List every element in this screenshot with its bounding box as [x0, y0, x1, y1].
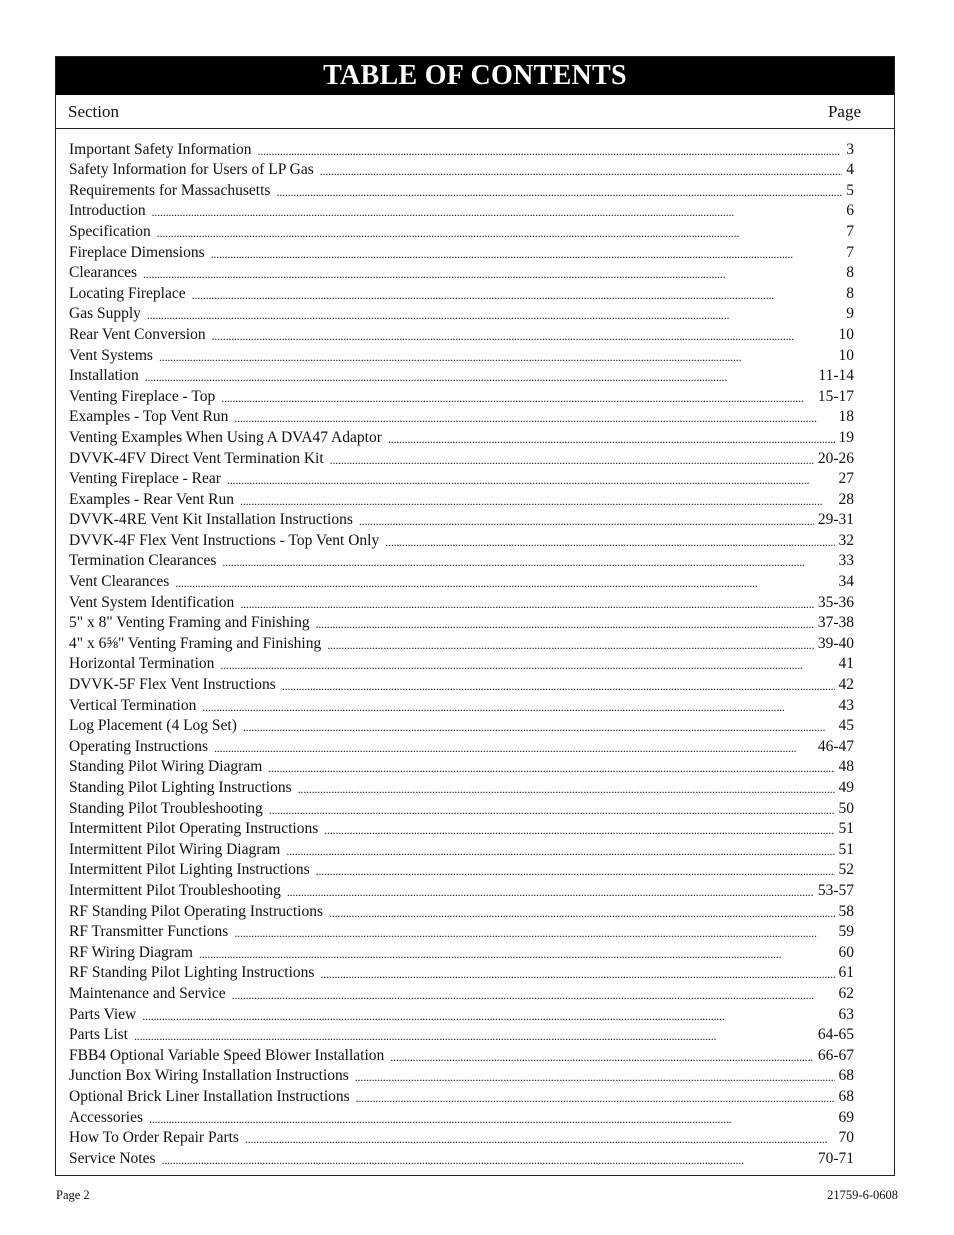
- toc-entry: [69, 384, 854, 405]
- toc-entry: [69, 219, 854, 240]
- toc-entry-page: 61: [838, 964, 854, 982]
- footer-page-number: Page 2: [56, 1188, 90, 1202]
- toc-entry-page: 6: [846, 202, 854, 220]
- toc-entry-label: Examples - Rear Vent Run: [69, 490, 235, 508]
- toc-entry-label: Venting Fireplace - Rear: [69, 470, 221, 488]
- toc-entry: [69, 858, 854, 879]
- toc-entry: [69, 899, 854, 920]
- toc-entry-page: 8: [846, 264, 854, 282]
- dot-leader: [234, 926, 834, 940]
- toc-entry-label: Operating Instructions: [69, 737, 209, 755]
- dot-leader: [142, 1009, 834, 1023]
- toc-entry-label: Optional Brick Liner Installation Instructions: [69, 1087, 350, 1105]
- toc-entry: [69, 446, 854, 467]
- toc-entry: [69, 569, 854, 590]
- toc-entry-page: 50: [838, 799, 854, 817]
- dot-leader: [243, 720, 835, 734]
- toc-entry-label: Venting Fireplace - Top: [69, 387, 216, 405]
- dot-leader: [282, 679, 835, 693]
- dot-leader: [162, 1153, 814, 1167]
- toc-entry-label: Accessories: [69, 1108, 144, 1126]
- toc-entry-page: 9: [846, 305, 854, 323]
- toc-entry-label: Examples - Top Vent Run: [69, 408, 229, 426]
- toc-entry-label: Standing Pilot Troubleshooting: [69, 799, 263, 817]
- toc-entry-label: Parts List: [69, 1026, 128, 1044]
- toc-entry: [69, 178, 854, 199]
- dot-leader: [211, 247, 843, 261]
- dot-leader: [143, 267, 842, 281]
- toc-entry-page: 46-47: [817, 737, 854, 755]
- dot-leader: [227, 473, 835, 487]
- toc-entry-page: 37-38: [817, 614, 854, 632]
- toc-entry-page: 58: [838, 902, 854, 920]
- toc-entry: [69, 755, 854, 776]
- toc-entry: [69, 590, 854, 611]
- toc-entry-label: Introduction: [69, 202, 146, 220]
- toc-entry: [69, 940, 854, 961]
- toc-entry-label: Vertical Termination: [69, 696, 197, 714]
- toc-entry-page: 8: [846, 284, 854, 302]
- section-column-label: Section: [68, 101, 119, 121]
- toc-entry-page: 34: [838, 573, 854, 591]
- dot-leader: [220, 658, 834, 672]
- toc-entry: [69, 508, 854, 529]
- toc-entry-page: 68: [838, 1067, 854, 1085]
- dot-leader: [147, 308, 842, 322]
- dot-leader: [214, 741, 814, 755]
- dot-leader: [222, 555, 834, 569]
- toc-entry-page: 33: [838, 552, 854, 570]
- toc-entry: [69, 137, 854, 158]
- dot-leader: [232, 988, 835, 1002]
- toc-entry: [69, 734, 854, 755]
- toc-entry-page: 51: [838, 840, 854, 858]
- toc-entry-page: 43: [838, 696, 854, 714]
- toc-entry: [69, 405, 854, 426]
- toc-entry-page: 69: [838, 1108, 854, 1126]
- toc-entry-page: 3: [846, 140, 854, 158]
- toc-entry: [69, 261, 854, 282]
- toc-entry-label: Intermittent Pilot Wiring Diagram: [69, 840, 281, 858]
- toc-entry-label: Fireplace Dimensions: [69, 243, 205, 261]
- toc-entry-label: Termination Clearances: [69, 552, 217, 570]
- toc-entry: [69, 364, 854, 385]
- dot-leader: [240, 597, 814, 611]
- dot-leader: [175, 576, 834, 590]
- toc-entry: [69, 1105, 854, 1126]
- dot-leader: [276, 185, 842, 199]
- toc-entry-page: 27: [838, 470, 854, 488]
- toc-entry: [69, 302, 854, 323]
- toc-entry: [69, 672, 854, 693]
- toc-entry-label: Parts View: [69, 1005, 137, 1023]
- toc-entry-label: DVVK-5F Flex Vent Instructions: [69, 676, 276, 694]
- toc-entry-page: 51: [838, 820, 854, 838]
- toc-entry-label: RF Transmitter Functions: [69, 923, 229, 941]
- dot-leader: [287, 885, 814, 899]
- toc-entry-label: RF Standing Pilot Operating Instructions: [69, 902, 324, 920]
- toc-entry-label: Vent Systems: [69, 346, 153, 364]
- toc-entry-page: 5: [846, 181, 854, 199]
- footer-doc-code: 21759-6-0608: [827, 1188, 898, 1202]
- toc-entry: [69, 487, 854, 508]
- toc-entry-page: 15-17: [817, 387, 854, 405]
- toc-entry-label: DVVK-4RE Vent Kit Installation Instructions: [69, 511, 353, 529]
- toc-entry-page: 10: [838, 325, 854, 343]
- toc-entry: [69, 961, 854, 982]
- toc-entry-label: Specification: [69, 222, 151, 240]
- toc-entry: [69, 1064, 854, 1085]
- dot-leader: [329, 906, 834, 920]
- toc-entry: [69, 631, 854, 652]
- toc-entry: [69, 1084, 854, 1105]
- dot-leader: [192, 288, 843, 302]
- toc-entry-page: 53-57: [817, 881, 854, 899]
- toc-entry-page: 28: [838, 490, 854, 508]
- toc-entry: [69, 837, 854, 858]
- dot-leader: [327, 638, 814, 652]
- toc-entry-page: 68: [838, 1087, 854, 1105]
- dot-leader: [286, 844, 834, 858]
- toc-entry-label: RF Standing Pilot Lighting Instructions: [69, 964, 315, 982]
- dot-leader: [240, 494, 834, 508]
- toc-entry-label: Safety Information for Users of LP Gas: [69, 161, 314, 179]
- toc-entry-page: 11-14: [818, 367, 854, 385]
- dot-leader: [202, 700, 834, 714]
- toc-entry-page: 7: [846, 222, 854, 240]
- dot-leader: [359, 514, 814, 528]
- toc-entry-label: Venting Examples When Using A DVA47 Adaptor: [69, 428, 382, 446]
- dot-leader: [388, 432, 835, 446]
- page-column-label: Page: [827, 101, 861, 121]
- table-of-contents: [55, 56, 895, 1176]
- toc-entry-page: 42: [838, 676, 854, 694]
- toc-entry-page: 32: [838, 531, 854, 549]
- toc-entry-label: Installation: [69, 367, 139, 385]
- toc-entry: [69, 467, 854, 488]
- toc-header-row: [56, 95, 894, 129]
- toc-entry: [69, 981, 854, 1002]
- toc-entry: [69, 343, 854, 364]
- toc-entry-page: 35-36: [817, 593, 854, 611]
- toc-entry-label: Vent System Identification: [69, 593, 235, 611]
- toc-entry: [69, 1002, 854, 1023]
- toc-entry: [69, 878, 854, 899]
- toc-entry: [69, 693, 854, 714]
- toc-entry-page: 20-26: [817, 449, 854, 467]
- toc-entry-page: 7: [846, 243, 854, 261]
- toc-entry: [69, 796, 854, 817]
- dot-leader: [134, 1029, 814, 1043]
- toc-entry-page: 48: [838, 758, 854, 776]
- dot-leader: [385, 535, 834, 549]
- toc-entry-label: Rear Vent Conversion: [69, 325, 206, 343]
- toc-entry-label: Clearances: [69, 264, 137, 282]
- toc-entry-page: 41: [838, 655, 854, 673]
- toc-entry-label: Requirements for Massachusetts: [69, 181, 271, 199]
- toc-entry-label: Important Safety Information: [69, 140, 252, 158]
- toc-entry-label: Intermittent Pilot Operating Instructions: [69, 820, 319, 838]
- dot-leader: [234, 411, 834, 425]
- dot-leader: [245, 1132, 835, 1146]
- toc-entry-page: 52: [838, 861, 854, 879]
- toc-entry: [69, 611, 854, 632]
- toc-entry-page: 10: [838, 346, 854, 364]
- toc-entry-page: 64-65: [817, 1026, 854, 1044]
- toc-entry-label: Standing Pilot Wiring Diagram: [69, 758, 263, 776]
- toc-entry: [69, 281, 854, 302]
- dot-leader: [152, 205, 843, 219]
- dot-leader: [320, 967, 834, 981]
- toc-entry-page: 62: [838, 984, 854, 1002]
- dot-leader: [157, 226, 842, 240]
- toc-entry-label: How To Order Repair Parts: [69, 1129, 239, 1147]
- toc-entry-page: 39-40: [817, 634, 854, 652]
- toc-entry-label: DVVK-4F Flex Vent Instructions - Top Vent Only: [69, 531, 380, 549]
- toc-entry: [69, 322, 854, 343]
- toc-entry: [69, 652, 854, 673]
- toc-entry-page: 60: [838, 943, 854, 961]
- toc-entry: [69, 1023, 854, 1044]
- toc-entry-label: RF Wiring Diagram: [69, 943, 193, 961]
- dot-leader: [330, 453, 814, 467]
- dot-leader: [356, 1091, 835, 1105]
- toc-entry: [69, 1146, 854, 1167]
- dot-leader: [145, 370, 815, 384]
- dot-leader: [159, 350, 835, 364]
- toc-entry-page: 66-67: [817, 1046, 854, 1064]
- toc-entry: [69, 1126, 854, 1147]
- toc-entry-label: DVVK-4FV Direct Vent Termination Kit: [69, 449, 324, 467]
- toc-entry-page: 70-71: [817, 1149, 854, 1167]
- toc-entry-label: Intermittent Pilot Troubleshooting: [69, 881, 281, 899]
- toc-entry: [69, 714, 854, 735]
- toc-entry-page: 18: [838, 408, 854, 426]
- toc-entry: [69, 920, 854, 941]
- toc-entry: [69, 425, 854, 446]
- dot-leader: [324, 823, 834, 837]
- toc-entry-label: Horizontal Termination: [69, 655, 215, 673]
- toc-entry: [69, 240, 854, 261]
- toc-entry-label: Vent Clearances: [69, 573, 170, 591]
- toc-entry: [69, 158, 854, 179]
- dot-leader: [199, 947, 835, 961]
- toc-entry-label: Junction Box Wiring Installation Instructions: [69, 1067, 349, 1085]
- toc-entry-label: Maintenance and Service: [69, 984, 226, 1002]
- toc-entry-label: Log Placement (4 Log Set): [69, 717, 237, 735]
- toc-entry-page: 45: [838, 717, 854, 735]
- toc-entry: [69, 1043, 854, 1064]
- toc-entry-label: FBB4 Optional Variable Speed Blower Installation: [69, 1046, 385, 1064]
- toc-entry-page: 49: [838, 779, 854, 796]
- toc-entry: [69, 549, 854, 570]
- toc-entry-label: Gas Supply: [69, 305, 141, 323]
- toc-entry-label: Standing Pilot Lighting Instructions: [69, 779, 292, 796]
- toc-entry-page: 4: [846, 161, 854, 179]
- toc-entry-label: 4" x 6⅝" Venting Framing and Finishing: [69, 634, 322, 652]
- dot-leader: [320, 164, 842, 178]
- toc-entry: [69, 528, 854, 549]
- dot-leader: [390, 1050, 814, 1064]
- dot-leader: [316, 864, 835, 878]
- toc-entry-label: Locating Fireplace: [69, 284, 186, 302]
- toc-entries: [56, 129, 894, 1167]
- toc-entry-label: 5" x 8" Venting Framing and Finishing: [69, 614, 310, 632]
- toc-entry-page: 19: [838, 428, 854, 446]
- toc-entry: [69, 817, 854, 838]
- toc-entry: [69, 775, 854, 796]
- dot-leader: [316, 617, 814, 631]
- dot-leader: [258, 144, 843, 158]
- toc-title: TABLE OF CONTENTS: [56, 57, 894, 95]
- toc-entry-page: 29-31: [817, 511, 854, 529]
- dot-leader: [268, 761, 834, 775]
- toc-entry: [69, 199, 854, 220]
- toc-entry-page: 63: [838, 1005, 854, 1023]
- dot-leader: [355, 1070, 835, 1084]
- toc-entry-page: 70: [838, 1129, 854, 1147]
- dot-leader: [269, 803, 835, 817]
- dot-leader: [298, 782, 835, 796]
- toc-entry-label: Service Notes: [69, 1149, 156, 1167]
- dot-leader: [212, 329, 835, 343]
- dot-leader: [149, 1112, 834, 1126]
- toc-entry-label: Intermittent Pilot Lighting Instructions: [69, 861, 310, 879]
- dot-leader: [221, 391, 814, 405]
- toc-entry-page: 59: [838, 923, 854, 941]
